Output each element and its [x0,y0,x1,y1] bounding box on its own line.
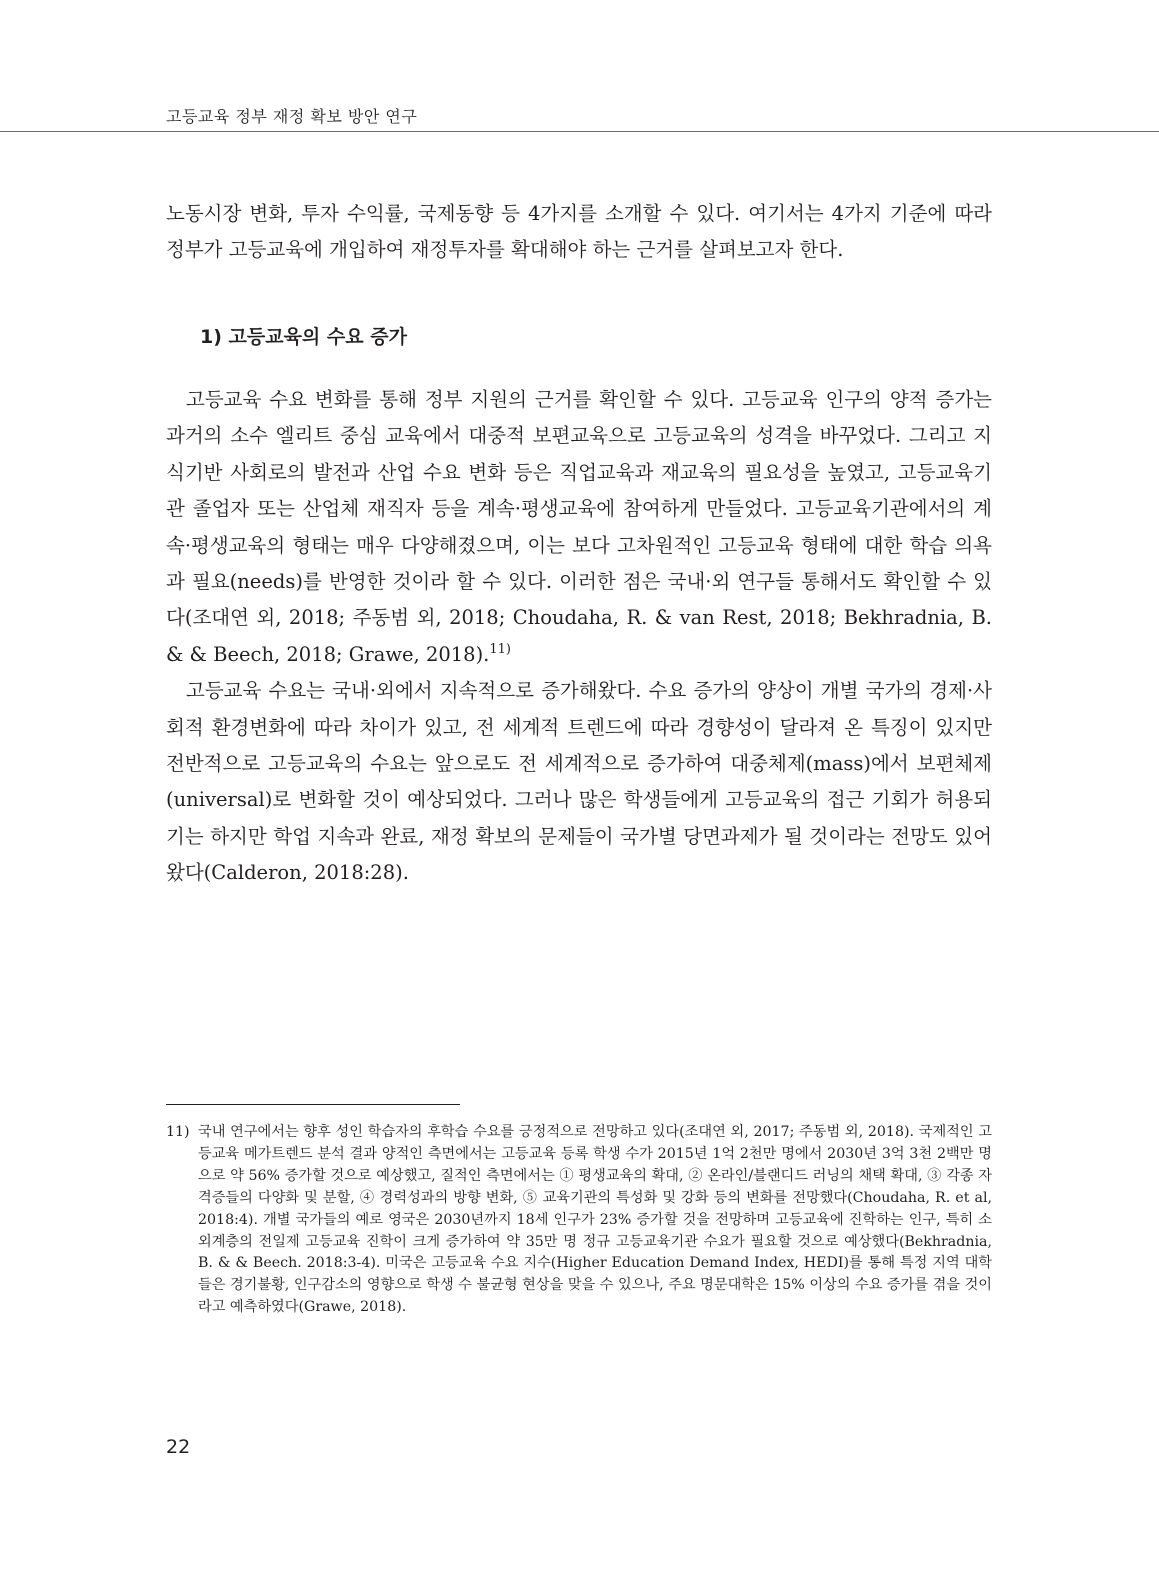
section-heading: 1) 고등교육의 수요 증가 [200,326,407,348]
footnote [166,1122,992,1319]
section-paragraph-1 [166,382,992,673]
footnote-reference: 11) [489,641,512,657]
section-body [166,382,992,892]
footnote-divider [166,1104,460,1105]
intro-paragraph-text: 노동시장 변화, 투자 수익률, 국제동향 등 4가지를 소개할 수 있다. 여기서는 4가지 기준에 따라 정부가 고등교육에 개입하여 재정투자를 확대해야 하는 근거를 살펴보고자 한다. [166,202,992,262]
running-header-title: 고등교육 정부 재정 확보 방안 연구 [166,107,418,126]
footnote-text: 국내 연구에서는 향후 성인 학습자의 후학습 수요를 긍정적으로 전망하고 있다(조대연 외, 2017; 주동범 외, 2018). 국제적인 고등교육 메가트렌드 분석 결과 양적인 측면에서는 고등교육 등록 학생 수가 2015년 1억 2천만 명에서 2030년 3억 3천 2백만 명으로 약 56% 증가할 것으로 예상했고, 질적인 측면에서는 ① 평생교육의 확대, ② 온라인/블랜디드 러닝의 채택 확대, ③ 각종 자격증들의 다양화 및 분할, ④ 경력성과의 방향 변화, ⑤ 교육기관의 특성화 및 강화 등의 변화를 전망했다(Choudaha, R. et al, 2018:4). 개별 국가들의 예로 영국은 2030년까지 18세 인구가 23% 증가할 것을 전망하며 고등교육에 진학하는 인구, 특히 소외계층의 전일제 고등교육 진학이 크게 증가하여 약 35만 명 정규 고등교육기관 수요가 필요할 것으로 예상했다(Bekhradnia, B. & & Beech. 2018:3-4). 미국은 고등교육 수요 지수(Higher Education Demand Index, HEDI)를 통해 특정 지역 대학들은 경기불황, 인구감소의 영향으로 학생 수 불균형 현상을 맞을 수 있으나, 주요 명문대학은 15% 이상의 수요 증가를 겪을 것이라고 예측하였다(Grawe, 2018). [198,1124,992,1316]
footnote-number: 11) [166,1124,190,1140]
intro-paragraph [166,196,992,269]
page-number: 22 [166,1436,191,1458]
header-rule [0,131,1159,132]
section-paragraph-1-text: 고등교육 수요 변화를 통해 정부 지원의 근거를 확인할 수 있다. 고등교육 인구의 양적 증가는 과거의 소수 엘리트 중심 교육에서 대중적 보편교육으로 고등교육의 성격을 바꾸었다. 그리고 지식기반 사회로의 발전과 산업 수요 변화 등은 직업교육과 재교육의 필요성을 높였고, 고등교육기관 졸업자 또는 산업체 재직자 등을 계속·평생교육에 참여하게 만들었다. 고등교육기관에서의 계속·평생교육의 형태는 매우 다양해졌으며, 이는 보다 고차원적인 고등교육 형태에 대한 학습 의욕과 필요(needs)를 반영한 것이라 할 수 있다. 이러한 점은 국내·외 연구들 통해서도 확인할 수 있다(조대연 외, 2018; 주동범 외, 2018; Choudaha, R. & van Rest, 2018; Bekhradnia, B. & & Beech, 2018; Grawe, 2018). [166,388,992,666]
section-paragraph-2: 고등교육 수요는 국내·외에서 지속적으로 증가해왔다. 수요 증가의 양상이 개별 국가의 경제·사회적 환경변화에 따라 차이가 있고, 전 세계적 트렌드에 따라 경향성이 달라져 온 특징이 있지만 전반적으로 고등교육의 수요는 앞으로도 전 세계적으로 증가하여 대중체제(mass)에서 보편체제(universal)로 변화할 것이 예상되었다. 그러나 많은 학생들에게 고등교육의 접근 기회가 허용되기는 하지만 학업 지속과 완료, 재정 확보의 문제들이 국가별 당면과제가 될 것이라는 전망도 있어 왔다(Calderon, 2018:28). [166,679,992,885]
